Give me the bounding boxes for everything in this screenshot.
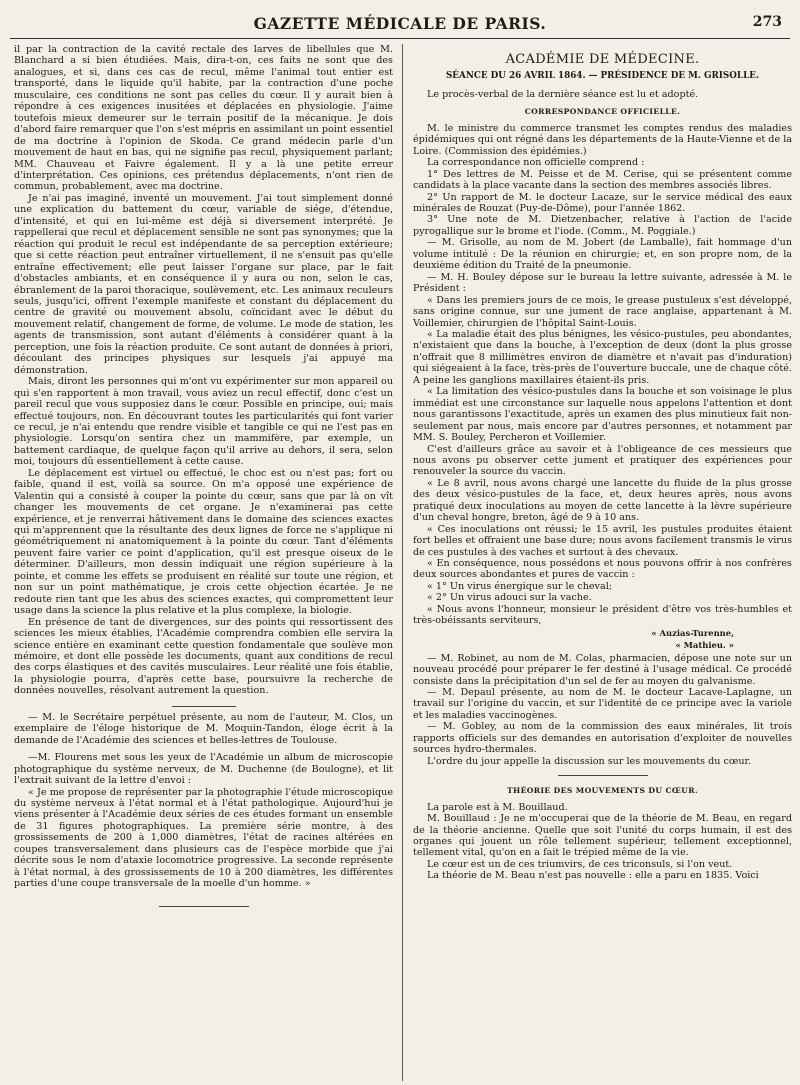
paragraph: — M. Depaul présente, au nom de M. le docteur Lacave-Laplagne, un travail sur l'origine du vaccin, et sur l'identité de ce principe avec la variole et les maladies vaccinogènes. (413, 687, 792, 721)
paragraph: C'est d'ailleurs grâce au savoir et à l'obligeance de ces messieurs que nous avons pu observer cette jument et pratiquer des expériences pour renouveler la source du vaccin. (413, 443, 792, 478)
paragraph: La correspondance non officielle comprend : (427, 157, 645, 169)
paragraph: — M. H. Bouley dépose sur le bureau la lettre suivante, adressée à M. le Président : (413, 271, 792, 295)
paragraph: « 2° Un virus adouci sur la vache. (427, 592, 592, 604)
paragraph: L'ordre du jour appelle la discussion sur les mouvements du cœur. (427, 755, 752, 767)
paragraph: — M. le Secrétaire perpétuel présente, au nom de l'auteur, M. Clos, un exemplaire de l'éloge historique de M. Moquin-Tandon, éloge écrit à la demande de l'Académie des sciences et belles-lettres de Toulouse. (14, 711, 393, 746)
text-columns (14, 44, 792, 1081)
paragraph: Mais, diront les personnes qui m'ont vu expérimenter sur mon appareil ou qui s'en rapportent à mon travail, vous aviez un recul effectif, donc c'est un pareil recul que vous supposiez dans le cœur. Possible en principe, oui; mais effectué toujours, non. En découvrant toutes les particularités qui font varier ce recul, je n'ai entendu que rendre visible et tangible ce qui ne l'est pas en physiologie. Lorsqu'on sentira chez un mammifère, par exemple, un battement cardiaque, de quelque façon qu'il arrive au dehors, il sera, selon moi, toujours dû essentiellement à cette cause. (14, 376, 393, 468)
signature-line: « Auzias-Turenne, (651, 627, 734, 638)
session-heading: SÉANCE DU 26 AVRIL 1864. — PRÉSIDENCE DE M. GRISOLLE. (445, 71, 760, 82)
left-column (14, 44, 403, 1081)
paragraph: « 1° Un virus énergique sur le cheval; (427, 580, 612, 592)
separator-rule (159, 906, 249, 907)
paragraph: « Ces inoculations ont réussi; le 15 avril, les pustules produites étaient fort belles et offraient une base dure; nous avons facilement transmis le virus de ces pustules à des vaches et surtout à des chevaux. (413, 523, 792, 558)
paragraph: 1° Des lettres de M. Peisse et de M. Cerise, qui se présentent comme candidats à la place vacante dans la section des membres associés libres. (413, 168, 792, 192)
paragraph: Le procès-verbal de la dernière séance est lu et adopté. (427, 88, 699, 100)
journal-title: GAZETTE MÉDICALE DE PARIS. (253, 14, 547, 33)
paragraph: 3° Une note de M. Dietzenbacher, relative à l'action de l'acide pyrogallique sur le brome et l'iode. (Comm., M. Poggiale.) (413, 214, 792, 237)
paragraph: — M. Gobley, au nom de la commission des eaux minérales, lit trois rapports officiels sur des demandes en autorisation d'exploiter de nouvelles sources hydro-thermales. (413, 721, 792, 756)
paragraph: « En conséquence, nous possédons et nous pouvons offrir à nos confrères deux sources abondantes et pures de vaccin : (413, 558, 792, 581)
paragraph: La parole est à M. Bouillaud. (427, 801, 568, 813)
paragraph: En présence de tant de divergences, sur des points qui ressortissent des sciences les mieux établies, l'Académie comprendra combien elle servira la science entière en examinant cette question fondamentale que soulève mon mémoire, et dont elle possède les documents, quant aux conditions de recul des corps élastiques et des cavités musculaires. Leur réalité une fois établie, la physiologie pourra, d'après cette base, poursuivre la recherche de données nouvelles, résolvant autrement la question. (14, 616, 393, 697)
paragraph: Le cœur est un de ces triumvirs, de ces triconsuls, si l'on veut. (427, 858, 733, 870)
paragraph: La théorie de M. Beau n'est pas nouvelle : elle a paru en 1835. Voici (427, 870, 759, 882)
paragraph: Je n'ai pas imaginé, inventé un mouvement. J'ai tout simplement donné une explication du battement du cœur, variable de siége, d'étendue, d'intensité, et qui en lui-même est déjà si diversement interprété. Je rappellerai que recul et déplacement sensible ne sont pas synonymes; que la réaction qui produit le recul est indépendante de sa perception extérieure; que si cette réaction peut entraîner virtuellement, il ne s'ensuit pas qu'elle entraîne effectivement; elle peut laisser l'organe sur place, par le fait d'obstacles ambiants, et en conséquence il y aura ou non, selon le cas, ébranlement de la paroi thoracique, soulèvement, etc. Les animaux reculeurs seuls, jusqu'ici, offrent l'exemple manifeste et constant du déplacement du centre de gravité ou mouvement absolu, coïncidant avec le début du mouvement relatif, changement de forme, de volume. Le mode de station, les agents de transmission, sont autant d'éléments à considérer quant à la perception, une fois la réaction produite. Ce sont autant de données à priori, découlant des principes physiques sur lesquels j'ai appuyé ma démonstration. (14, 192, 393, 376)
paragraph: « Dans les premiers jours de ce mois, le grease pustuleux s'est développé, sans origine connue, sur une jument de race anglaise, appartenant à M. Voillemier, chirurgien de l'hôpital Saint-Louis. (413, 294, 792, 329)
paragraph: 2° Un rapport de M. le docteur Lacaze, sur le service médical des eaux minérales de Rouzat (Puy-de-Dôme), pour l'année 1862. (413, 191, 792, 214)
paragraph: il par la contraction de la cavité rectale des larves de libellules que M. Blanchard a si bien étudiées. Mais, dira-t-on, ces faits ne sont que des analogues, et si, dans ces cas de recul, même l'animal tout entier est transporté, dans le liquide qu'il habite, par la contraction d'une poche musculaire, ces conditions ne sont pas celles du cœur. Il y aurait bien à répondre à ces exigences inusitées et déplacées en physiologie. J'aime toutefois mieux demeurer sur le terrain positif de la mécanique. Je dois d'abord faire remarquer que l'on s'est mépris en assimilant un point essentiel de ma doctrine à l'opinion de Skoda. Ce grand médecin parle d'un mouvement de haut en bas, qui ne signifie pas recul, physiquement parlant; MM. Chauveau et Faivre également. Il y a là une petite erreur d'interprétation. Ces opinions, ces prétendus déplacements, n'ont rien de commun, probablement, avec ma doctrine. (14, 44, 393, 193)
section-heading: ACADÉMIE DE MÉDECINE. (505, 52, 700, 67)
subsection-heading: CORRESPONDANCE OFFICIELLE. (524, 107, 681, 117)
paragraph: « Nous avons l'honneur, monsieur le président d'être vos très-humbles et très-obéissants serviteurs, (413, 603, 792, 627)
paragraph: Le déplacement est virtuel ou effectué, le choc est ou n'est pas; fort ou faible, quand il est, voilà sa source. On m'a opposé une expérience de Valentin qui a consisté à couper la pointe du cœur, sans que par là on vît changer les mouvements de cet organe. Je n'examinerai pas cette expérience, et je renverrai hâtivement dans le domaine des sciences exactes qui m'apprennent que la résultante des deux lignes de force ne s'applique ni géométriquement ni anatomiquement à la pointe du cœur. Tant d'éléments peuvent faire varier ce point d'application, qu'il est presque oiseux de le déterminer. D'ailleurs, mon dessin indiquait une région supérieure à la pointe, et comme les effets se produisent en réalité sur toute une région, et non sur un point mathématique, je crois cette objection écartée. Je ne redoute rien tant que les abus des sciences exactes, qui compromettent leur usage dans la science la plus relative et la plus complexe, la biologie. (14, 467, 393, 617)
separator-rule (172, 706, 236, 707)
paragraph: « Le 8 avril, nous avons chargé une lancette du fluide de la plus grosse des deux vésico-pustules de la face, et, deux heures après, nous avons pratiqué deux inoculations au moyen de cette lancette à la lèvre supérieure d'un cheval hongre, breton, âgé de 9 à 10 ans. (413, 477, 792, 524)
paragraph: « Je me propose de représenter par la photographie l'étude microscopique du système nerveux à l'état normal et à l'état pathologique. Aujourd'hui je viens présenter à l'Académie deux séries de ces études formant un ensemble de 31 figures photographiques. La première série montre, à des grossissements de 200 à 1,000 diamètres, l'état de racines altérées en coupes transversalement dans plusieurs cas de l'espèce morbide que j'ai décrite sous le nom d'ataxie locomotrice progressive. La seconde représente à l'état normal, à des grossissements de 10 à 200 diamètres, les différentes parties d'une coupe transversale de la moelle d'un homme. » (14, 786, 393, 890)
separator-rule (558, 775, 648, 776)
paragraph: — M. Grisolle, au nom de M. Jobert (de Lamballe), fait hommage d'un volume intitulé : De la réunion en chirurgie; et, en son propre nom, de la deuxième édition du Traité de la pneumonie. (413, 237, 792, 272)
right-column (403, 44, 792, 1081)
paragraph: M. Bouillaud : Je ne m'occuperai que de la théorie de M. Beau, en regard de la théorie ancienne. Quelle que soit l'unité du corps humain, il est des organes qui jouent un rôle tellement supérieur, tellement exceptionnel, tellement vital, qu'on en a fait le trépied même de la vie. (413, 813, 792, 859)
paragraph: « La limitation des vésico-pustules dans la bouche et son voisinage le plus immédiat est une circonstance sur laquelle nous appelons l'attention et dont nous garantissons l'exactitude, après un examen des plus minutieux fait non-seulement par nous, mais encore par d'autres personnes, et notamment par MM. S. Bouley, Percheron et Voillemier. (413, 386, 792, 444)
paragraph: « La maladie était des plus bénignes, les vésico-pustules, peu abondantes, n'existaient que dans la bouche, à l'exception de deux (dont la plus grosse n'offrait que 8 millimètres environ de diamètre et n'avait pas d'induration) qui siégeaient à la face, très-près de l'ouverture buccale, une de chaque côté. A peine les ganglions maxillaires étaient-ils pris. (413, 328, 792, 386)
paragraph: —M. Flourens met sous les yeux de l'Académie un album de microscopie photographique du système nerveux, de M. Duchenne (de Boulogne), et lit l'extrait suivant de la lettre d'envoi : (14, 752, 393, 787)
subsection-heading: THÉORIE DES MOUVEMENTS DU CŒUR. (506, 786, 699, 796)
paragraph: — M. Robinet, au nom de M. Colas, pharmacien, dépose une note sur un nouveau procédé pour préparer le fer destiné à l'usage médical. Ce procédé consiste dans la précipitation d'un sel de fer au moyen du galvanisme. (413, 652, 792, 687)
page-header (10, 0, 790, 39)
paragraph: M. le ministre du commerce transmet les comptes rendus des maladies épidémiques qui ont régné dans les départements de la Haute-Vienne et de la Loire. (Commission des épidémies.) (413, 122, 792, 157)
signature-line: « Mathieu. » (675, 640, 734, 651)
page-number: 273 (752, 14, 782, 30)
